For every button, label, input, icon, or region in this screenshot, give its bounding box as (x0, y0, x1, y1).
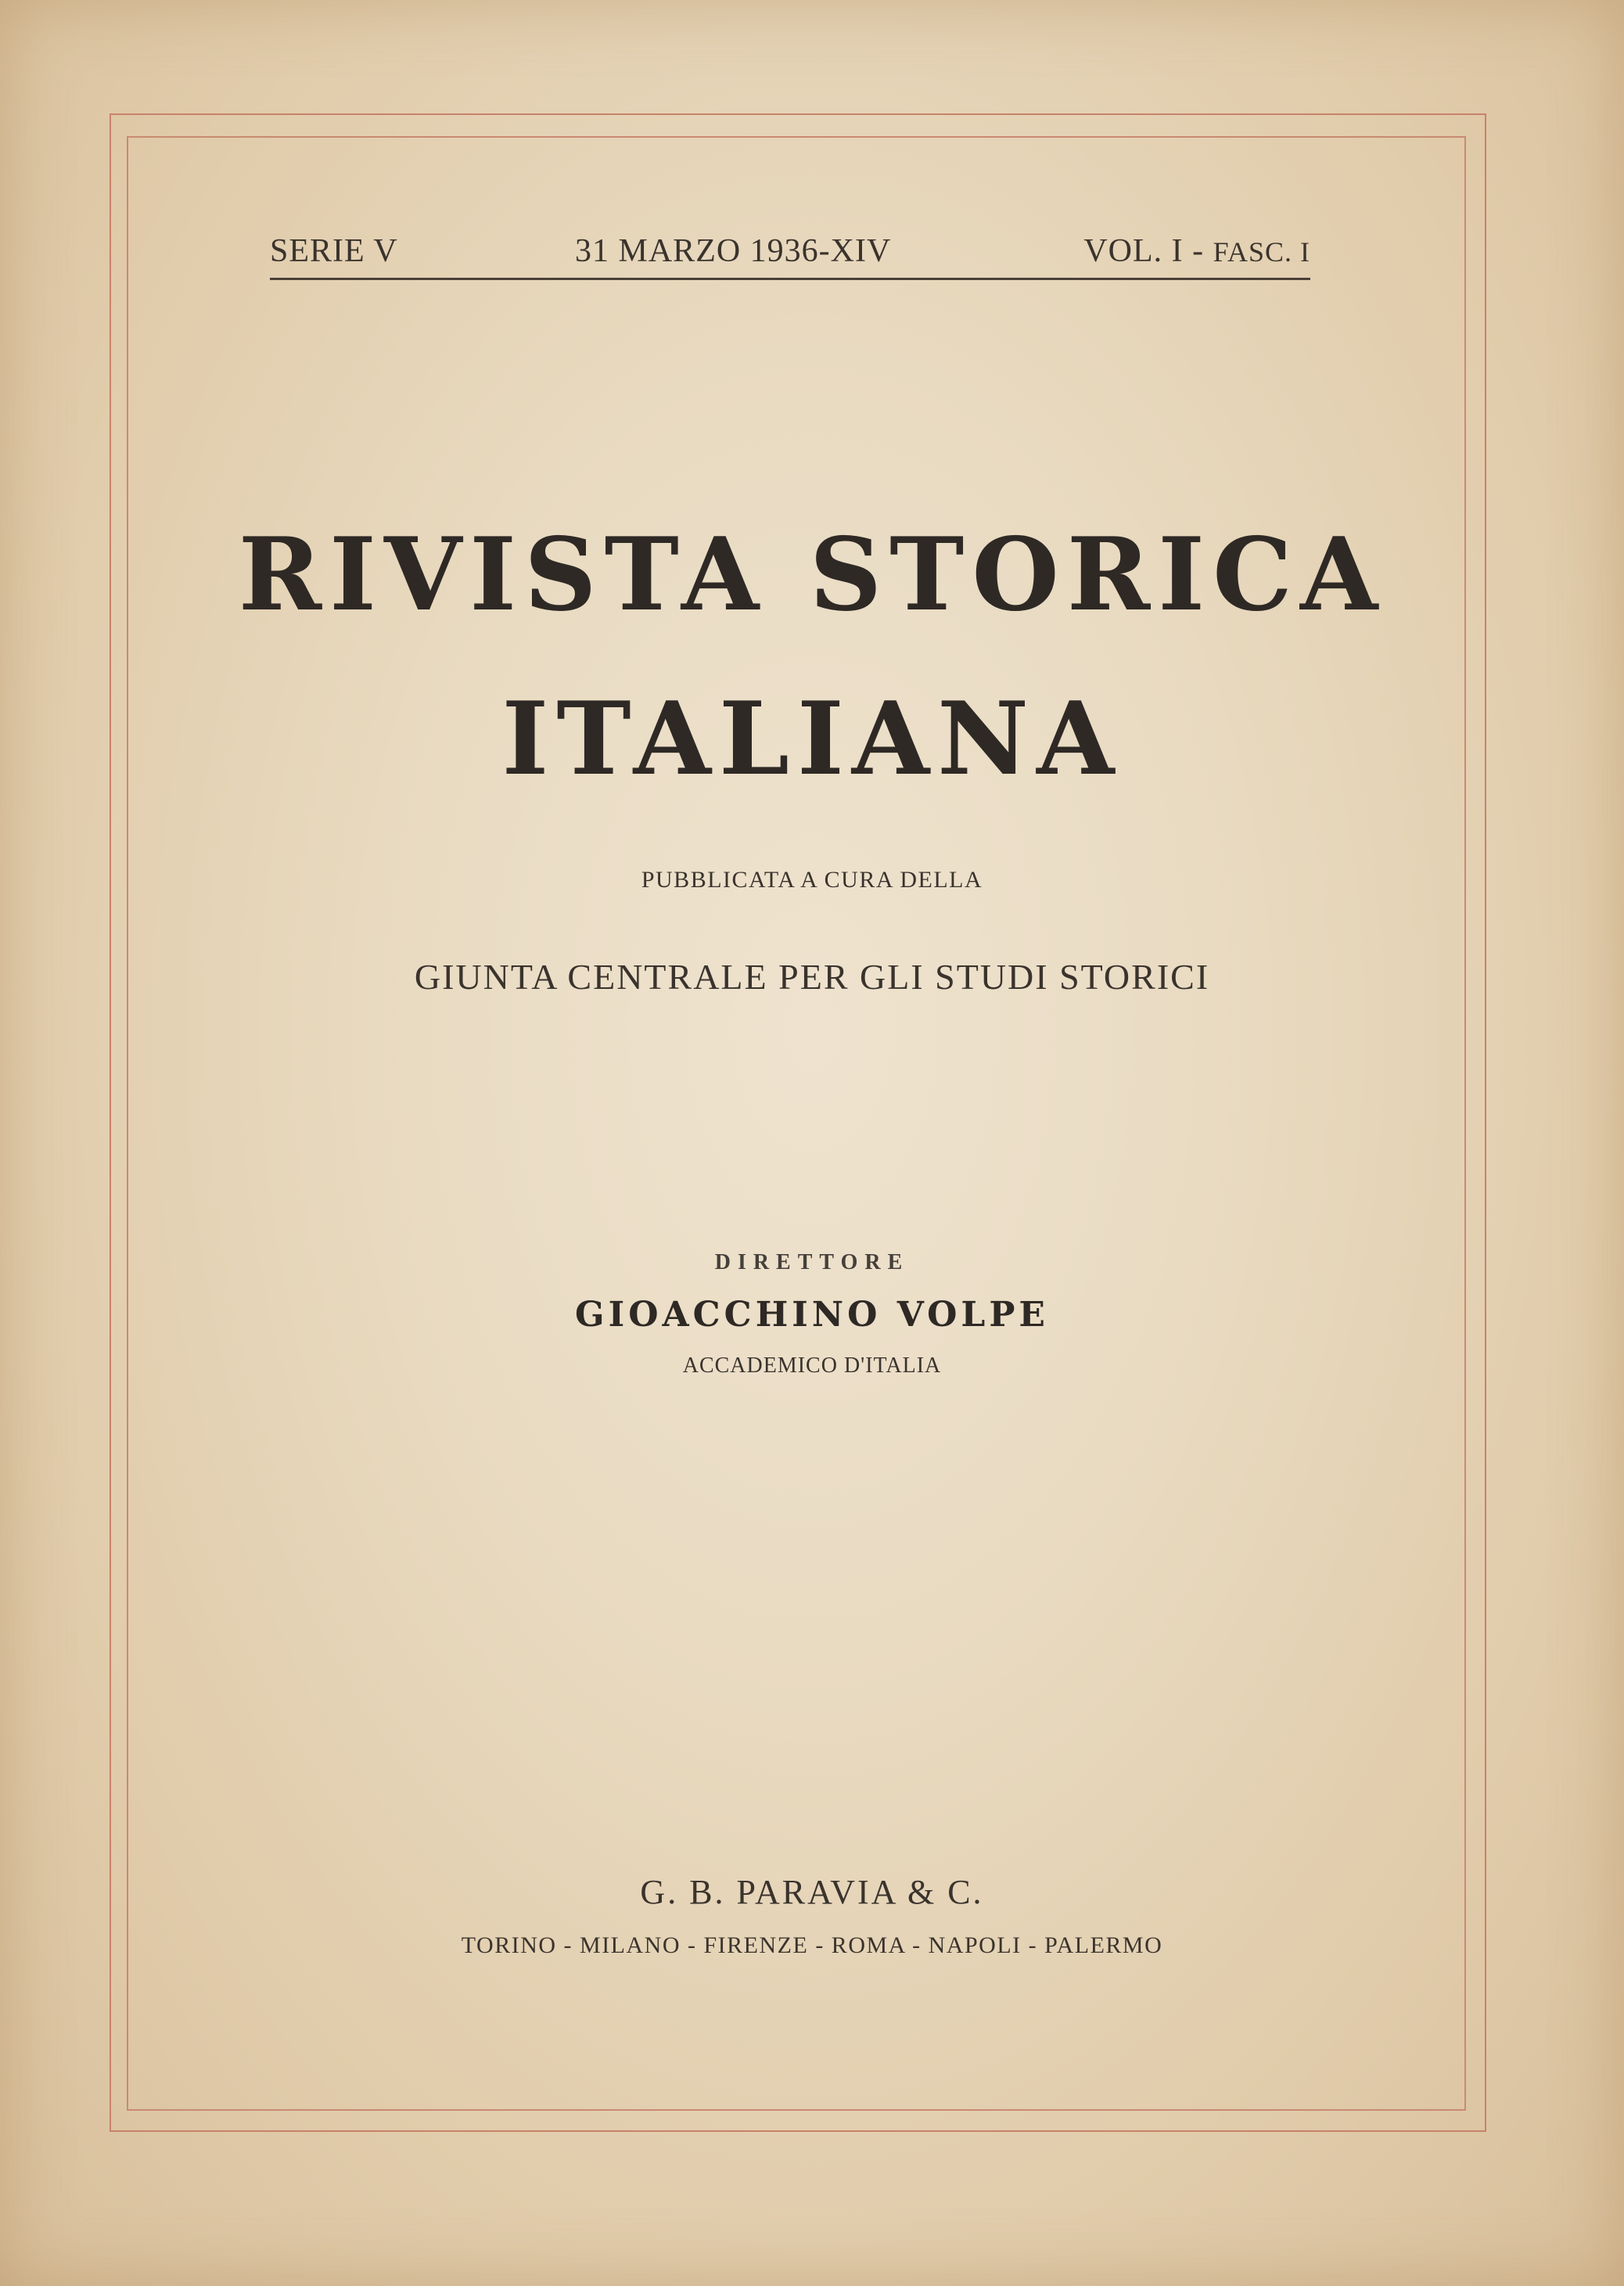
issue-header (270, 223, 1310, 280)
publication-intro: PUBBLICATA A CURA DELLA (641, 867, 983, 893)
series-label: SERIE V (270, 233, 398, 269)
issue-date: 31 MARZO 1936-XIV (575, 233, 892, 269)
fascicle-label: FASC. I (1213, 236, 1310, 268)
volume-label: VOL. I - (1083, 233, 1205, 269)
publishing-body: GIUNTA CENTRALE PER GLI STUDI STORICI (414, 957, 1210, 997)
journal-title-line-1: RIVISTA STORICA (238, 516, 1386, 634)
publisher-name: G. B. PARAVIA & C. (640, 1873, 984, 1911)
publisher-cities: TORINO - MILANO - FIRENZE - ROMA - NAPOLI - PALERMO (461, 1932, 1163, 1958)
editor-name: GIOACCHINO VOLPE (575, 1295, 1049, 1335)
volume-fascicle (1083, 232, 1310, 270)
editor-role: DIRETTORE (714, 1250, 910, 1274)
editor-title: ACCADEMICO D'ITALIA (682, 1353, 942, 1378)
inner-frame-rule (127, 136, 1466, 2111)
journal-title-line-2: ITALIANA (501, 681, 1123, 798)
